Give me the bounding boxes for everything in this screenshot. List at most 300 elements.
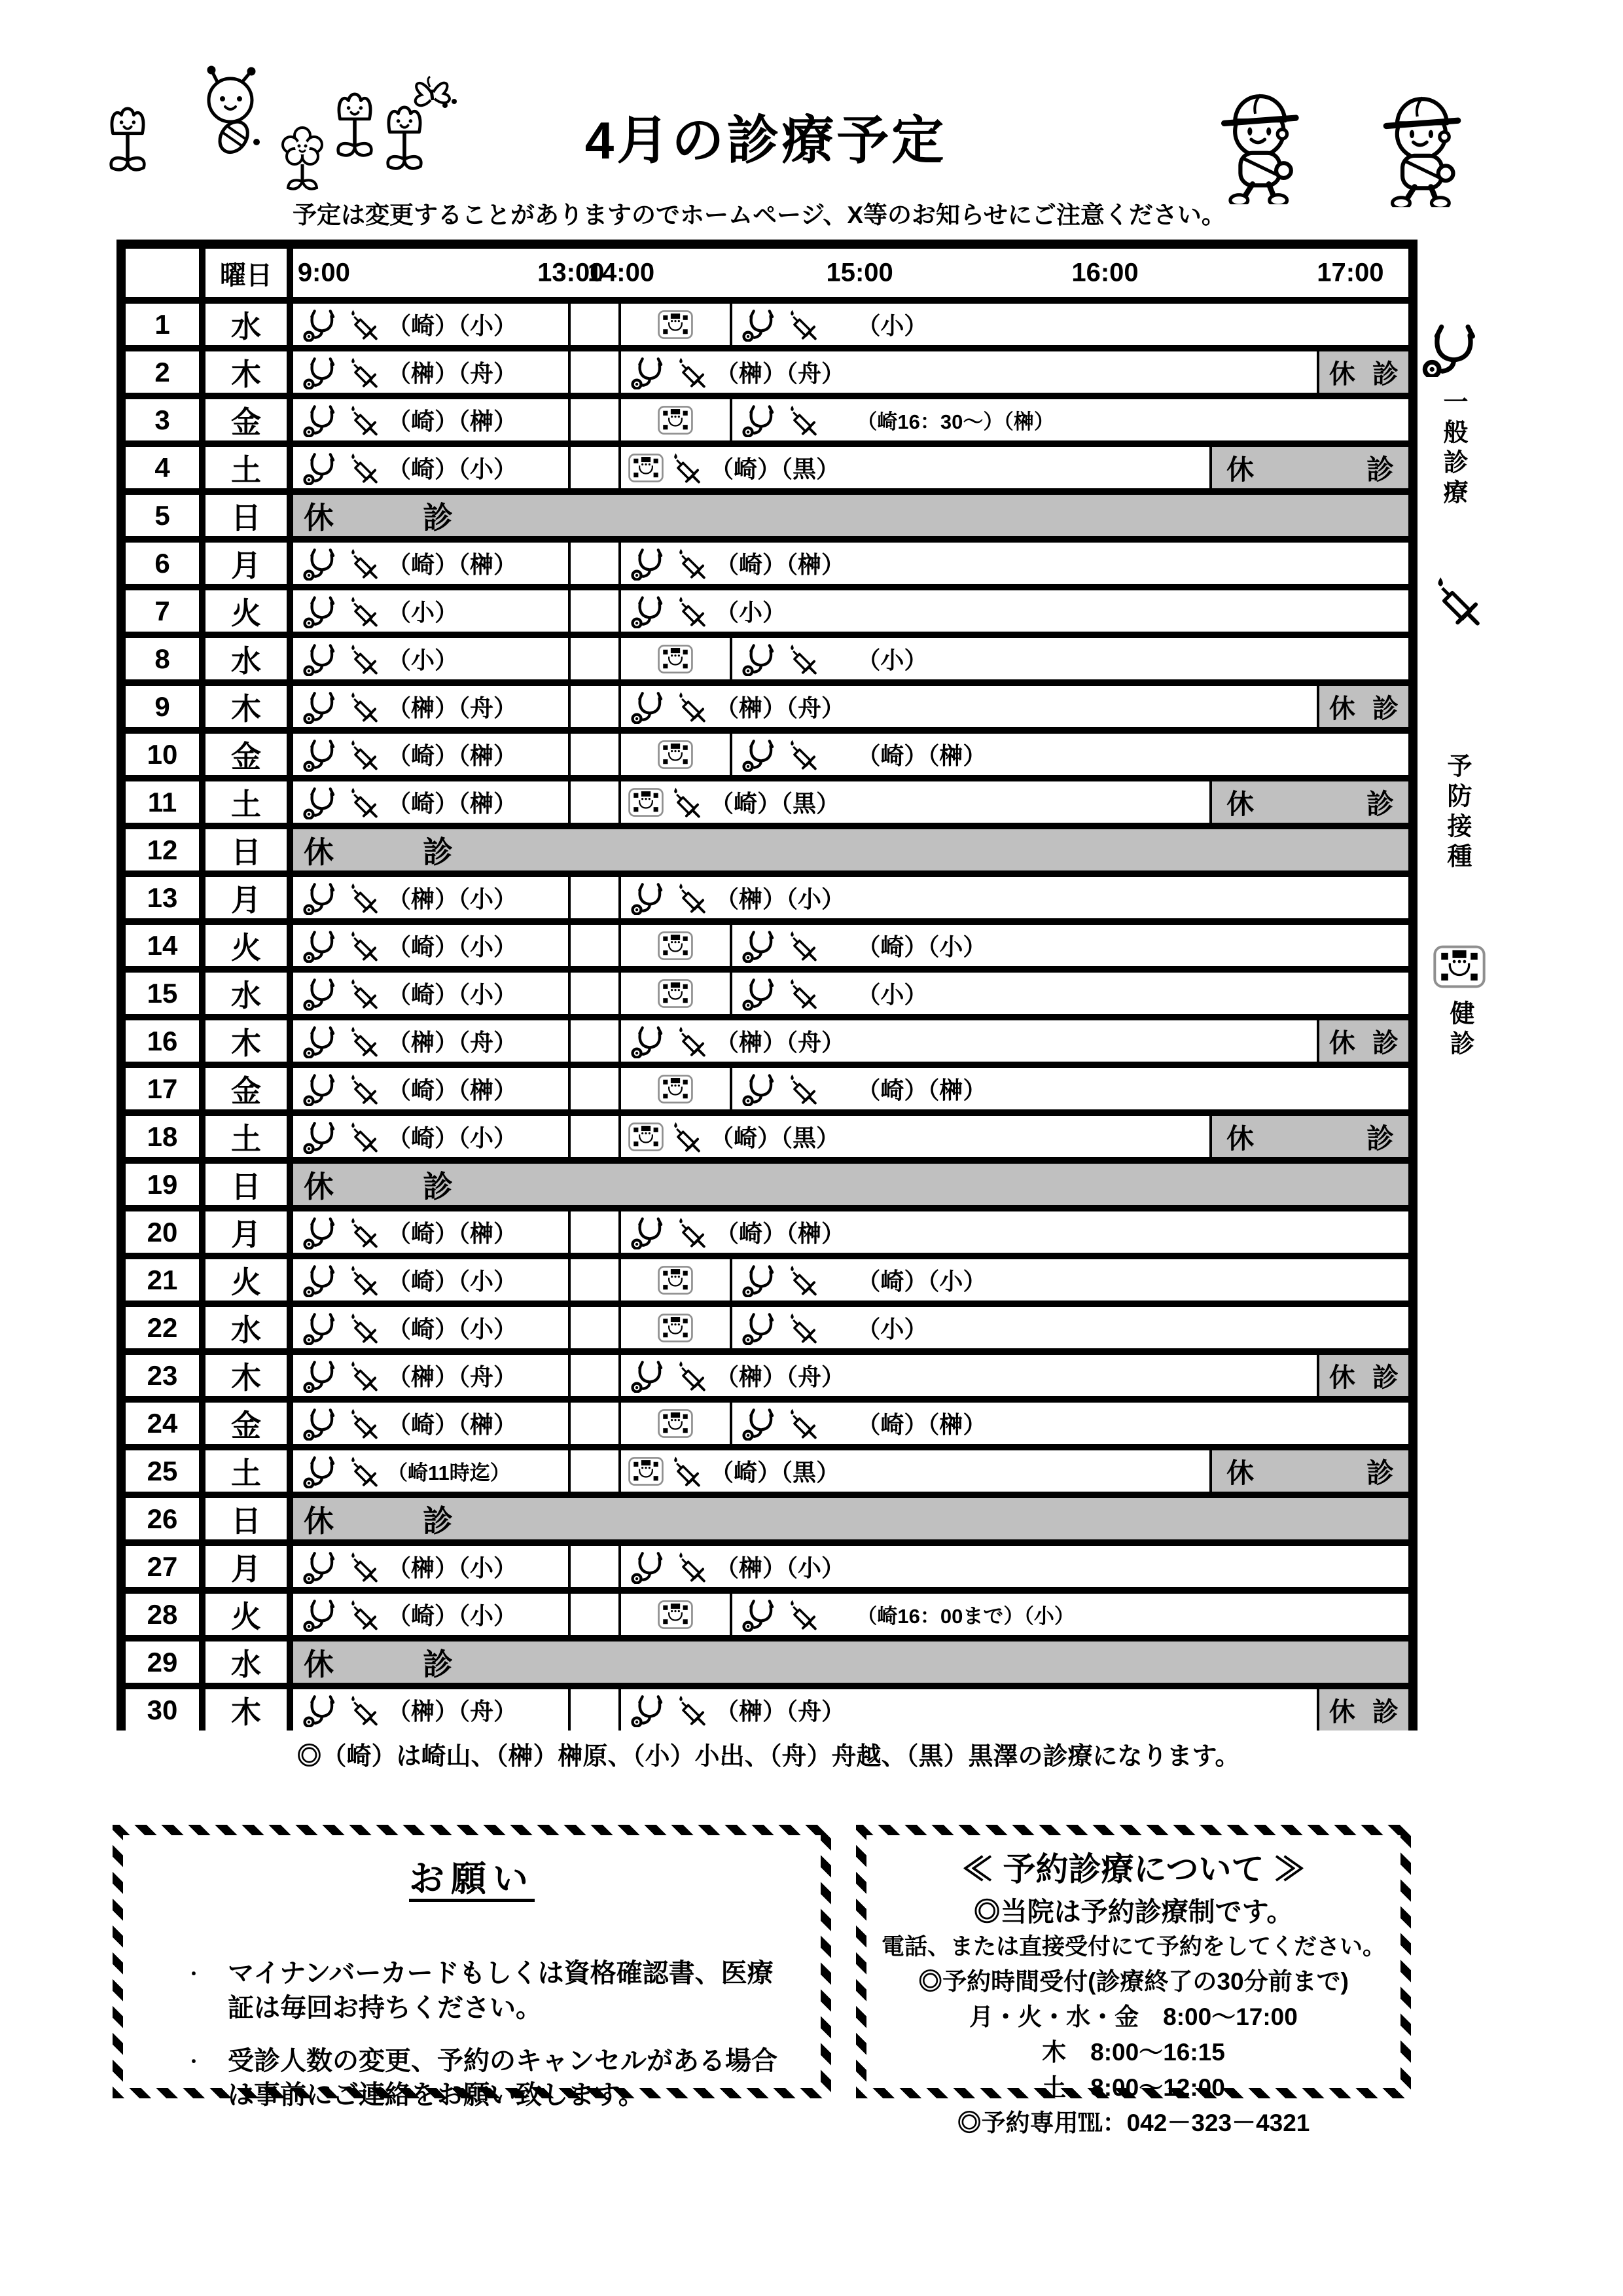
doctor-names: （崎）（榊） bbox=[387, 1077, 518, 1103]
day-number: 6 bbox=[126, 543, 205, 584]
baby-scale-icon bbox=[628, 452, 664, 484]
day-timeline bbox=[293, 1403, 1408, 1444]
weekday: 水 bbox=[205, 973, 293, 1014]
bullet-marker: ・ bbox=[185, 2051, 202, 2072]
time-label: 16:00 bbox=[1071, 258, 1139, 287]
day-number: 15 bbox=[126, 973, 205, 1014]
am-slot bbox=[293, 1594, 571, 1635]
legend-health-check-label: 健診 bbox=[1446, 1000, 1473, 1060]
schedule-row-21 bbox=[126, 1259, 1408, 1307]
closed-label-shin: 診 bbox=[1366, 788, 1394, 819]
schedule-row-15 bbox=[126, 973, 1408, 1020]
corner-cell bbox=[126, 249, 205, 297]
day-number: 14 bbox=[126, 925, 205, 966]
pm-slot bbox=[732, 925, 1408, 966]
lunch-gap bbox=[571, 1355, 621, 1396]
day-timeline bbox=[293, 638, 1408, 679]
doctor-names: （崎）（小） bbox=[387, 933, 518, 960]
schedule-row-13 bbox=[126, 877, 1408, 925]
health-check-slot bbox=[621, 1259, 732, 1300]
lunch-gap bbox=[571, 1450, 621, 1492]
stethoscope-icon bbox=[301, 1215, 342, 1249]
stethoscope-icon bbox=[301, 1311, 342, 1345]
legend-vaccination-label: 予防接種 bbox=[1443, 753, 1471, 873]
syringe-icon bbox=[785, 977, 820, 1010]
weekday: 木 bbox=[205, 1020, 293, 1062]
schedule-row-24 bbox=[126, 1403, 1408, 1450]
closed-late-afternoon bbox=[1212, 781, 1408, 823]
stethoscope-icon bbox=[740, 1072, 781, 1106]
schedule-row-1 bbox=[126, 304, 1408, 351]
stethoscope-icon bbox=[301, 1550, 342, 1584]
day-timeline bbox=[293, 1116, 1408, 1157]
closed-label-kyu: 休 bbox=[1226, 454, 1255, 485]
lunch-gap bbox=[571, 1546, 621, 1587]
closed-label-kyu: 休 bbox=[1329, 1029, 1355, 1058]
health-check-slot bbox=[621, 1403, 732, 1444]
lunch-gap bbox=[571, 1116, 621, 1157]
day-timeline bbox=[293, 543, 1408, 584]
syringe-icon bbox=[785, 1598, 820, 1631]
bullet-text: マイナンバーカードもしくは資格確認書、医療証は毎回お持ちください。 bbox=[228, 1959, 774, 2022]
am-slot bbox=[293, 1355, 571, 1396]
weekday: 日 bbox=[205, 829, 293, 870]
syringe-icon bbox=[346, 1359, 381, 1392]
syringe-icon bbox=[346, 452, 381, 484]
day-timeline bbox=[293, 351, 1408, 393]
doctor-names: （崎）（榊） bbox=[857, 1411, 987, 1438]
day-number: 25 bbox=[126, 1450, 205, 1492]
reservation-box-title: ≪ 予約診療について ≫ bbox=[961, 1851, 1306, 1888]
day-timeline bbox=[293, 1020, 1408, 1062]
day-number: 7 bbox=[126, 590, 205, 632]
reservation-line: ◎予約専用℡：042－323－4321 bbox=[957, 2109, 1310, 2136]
schedule-row-3 bbox=[126, 399, 1408, 447]
closed-late-afternoon bbox=[1212, 1116, 1408, 1157]
baby-scale-icon bbox=[657, 404, 694, 437]
lunch-gap bbox=[571, 1068, 621, 1109]
time-axis bbox=[293, 249, 1408, 297]
health-check-slot bbox=[621, 399, 732, 440]
stethoscope-icon bbox=[301, 1454, 342, 1488]
health-check-slot bbox=[621, 1307, 732, 1348]
schedule-row-18 bbox=[126, 1116, 1408, 1164]
time-label: 17:00 bbox=[1317, 258, 1384, 287]
syringe-icon bbox=[346, 1312, 381, 1344]
health-check-slot bbox=[621, 1594, 732, 1635]
closed-label-kyu: 休 bbox=[1329, 1363, 1355, 1392]
doctor-names: （崎11時迄） bbox=[387, 1462, 510, 1484]
doctor-names: （崎）（小） bbox=[387, 1268, 518, 1295]
closed-label-kyu: 休 bbox=[304, 1503, 334, 1538]
reservation-line: ◎当院は予約診療制です。 bbox=[973, 1897, 1294, 1927]
lunch-gap bbox=[571, 1689, 621, 1731]
day-timeline bbox=[293, 1259, 1408, 1300]
syringe-icon bbox=[346, 404, 381, 437]
day-timeline bbox=[293, 590, 1408, 632]
stethoscope-icon bbox=[301, 929, 342, 963]
doctor-names: （崎）（榊） bbox=[387, 1411, 518, 1438]
closed-evening bbox=[1319, 686, 1408, 727]
stethoscope-icon bbox=[301, 977, 342, 1011]
time-label: 13:00 bbox=[537, 258, 605, 287]
day-number: 3 bbox=[126, 399, 205, 440]
stethoscope-icon bbox=[629, 881, 669, 915]
day-number: 2 bbox=[126, 351, 205, 393]
schedule-row-4 bbox=[126, 447, 1408, 495]
doctor-names: （崎）（小） bbox=[387, 456, 518, 482]
stethoscope-icon bbox=[740, 642, 781, 676]
doctor-names: （崎）（黒） bbox=[709, 1124, 840, 1151]
syringe-icon bbox=[346, 977, 381, 1010]
weekday: 金 bbox=[205, 734, 293, 775]
day-timeline bbox=[293, 1450, 1408, 1492]
health-check-slot bbox=[621, 1068, 732, 1109]
day-number: 12 bbox=[126, 829, 205, 870]
syringe-icon bbox=[673, 1551, 709, 1583]
stethoscope-icon bbox=[740, 977, 781, 1011]
page-title: 4月の診療予定 bbox=[584, 111, 947, 170]
lunch-gap bbox=[571, 925, 621, 966]
doctor-names: （榊）（小） bbox=[715, 1554, 845, 1581]
syringe-icon bbox=[346, 929, 381, 962]
day-number: 24 bbox=[126, 1403, 205, 1444]
stethoscope-icon bbox=[301, 785, 342, 819]
syringe-icon bbox=[346, 643, 381, 675]
doctor-names: （榊）（舟） bbox=[715, 694, 845, 721]
pm-slot bbox=[621, 447, 1212, 488]
am-slot bbox=[293, 877, 571, 918]
day-number: 13 bbox=[126, 877, 205, 918]
schedule-row-28 bbox=[126, 1594, 1408, 1641]
closed-label-kyu: 休 bbox=[1329, 694, 1355, 723]
doctor-names: （崎）（小） bbox=[387, 1124, 518, 1151]
health-check-slot bbox=[621, 638, 732, 679]
closed-label-kyu: 休 bbox=[1329, 360, 1355, 389]
lunch-gap bbox=[571, 1259, 621, 1300]
reservation-box bbox=[856, 1825, 1411, 2136]
doctor-names: （崎）（小） bbox=[387, 981, 518, 1008]
weekday: 土 bbox=[205, 781, 293, 823]
stethoscope-icon bbox=[301, 547, 342, 581]
day-number: 27 bbox=[126, 1546, 205, 1587]
closed-evening bbox=[1319, 1689, 1408, 1731]
stethoscope-icon bbox=[740, 403, 781, 437]
am-slot bbox=[293, 1116, 571, 1157]
syringe-icon bbox=[785, 404, 820, 437]
stethoscope-icon bbox=[629, 547, 669, 581]
closed-all-day bbox=[293, 1164, 1408, 1205]
syringe-icon bbox=[346, 882, 381, 914]
doctor-names: （崎）（榊） bbox=[387, 551, 518, 578]
lunch-gap bbox=[571, 1307, 621, 1348]
day-timeline bbox=[293, 781, 1408, 823]
syringe-icon bbox=[346, 1694, 381, 1727]
stethoscope-icon bbox=[301, 690, 342, 724]
syringe-icon bbox=[668, 786, 704, 819]
closed-label-shin: 診 bbox=[423, 1169, 453, 1204]
weekday: 火 bbox=[205, 1259, 293, 1300]
syringe-icon bbox=[673, 1025, 709, 1058]
day-timeline bbox=[293, 1689, 1408, 1731]
reservation-line: 土 8:00～12:00 bbox=[1042, 2074, 1225, 2101]
syringe-icon bbox=[668, 1121, 704, 1153]
stethoscope-icon bbox=[629, 690, 669, 724]
butterfly bbox=[416, 77, 457, 108]
schedule-row-9 bbox=[126, 686, 1408, 734]
pm-slot bbox=[621, 1020, 1319, 1062]
stethoscope-icon bbox=[301, 355, 342, 389]
day-timeline bbox=[293, 304, 1408, 345]
baby-scale-icon bbox=[657, 977, 694, 1010]
health-check-slot bbox=[621, 925, 732, 966]
schedule-row-16 bbox=[126, 1020, 1408, 1068]
am-slot bbox=[293, 543, 571, 584]
doctor-names: （崎）（小） bbox=[387, 1602, 518, 1629]
closed-label-shin: 診 bbox=[1372, 694, 1399, 723]
am-slot bbox=[293, 590, 571, 632]
stethoscope-icon bbox=[629, 1359, 669, 1393]
pm-slot bbox=[621, 1211, 1408, 1253]
pm-slot bbox=[621, 1546, 1408, 1587]
day-timeline bbox=[293, 399, 1408, 440]
lunch-gap bbox=[571, 686, 621, 727]
closed-label-shin: 診 bbox=[1372, 1029, 1399, 1058]
weekday: 月 bbox=[205, 1546, 293, 1587]
closed-label-kyu: 休 bbox=[304, 500, 334, 535]
closed-late-afternoon bbox=[1212, 1450, 1408, 1492]
stethoscope-icon bbox=[629, 1024, 669, 1058]
doctor-names: （崎）（黒） bbox=[709, 1459, 840, 1486]
schedule-row-22 bbox=[126, 1307, 1408, 1355]
schedule-row-2 bbox=[126, 351, 1408, 399]
reservation-line: 木 8:00～16:15 bbox=[1042, 2039, 1225, 2066]
day-timeline bbox=[293, 1068, 1408, 1109]
legend-vaccination bbox=[1418, 575, 1496, 873]
doctor-names: （小） bbox=[387, 599, 459, 626]
doctor-names: （榊）（舟） bbox=[387, 1698, 518, 1725]
lunch-gap bbox=[571, 1211, 621, 1253]
request-bullet bbox=[160, 1956, 784, 2026]
stethoscope-icon bbox=[301, 1359, 342, 1393]
baby-scale-icon bbox=[657, 1264, 694, 1297]
doctor-names: （崎）（小） bbox=[387, 1316, 518, 1342]
day-number: 21 bbox=[126, 1259, 205, 1300]
schedule-header-row bbox=[126, 249, 1408, 304]
doctor-names: （小） bbox=[387, 647, 459, 673]
closed-label-shin: 診 bbox=[423, 1647, 453, 1681]
syringe-icon bbox=[668, 452, 704, 484]
reservation-line: ◎予約時間受付(診療終了の30分前まで) bbox=[918, 1968, 1349, 1995]
closed-label-shin: 診 bbox=[1366, 454, 1394, 485]
syringe-icon bbox=[673, 1359, 709, 1392]
am-slot bbox=[293, 1020, 571, 1062]
doctor-names: （榊）（舟） bbox=[715, 1029, 845, 1056]
time-label: 9:00 bbox=[297, 258, 350, 287]
weekday: 水 bbox=[205, 1307, 293, 1348]
closed-label-kyu: 休 bbox=[1226, 1122, 1255, 1154]
doctor-names: （崎16：30～）（榊） bbox=[857, 410, 1054, 433]
doctor-names: （崎）（榊） bbox=[715, 1220, 845, 1247]
weekday: 土 bbox=[205, 447, 293, 488]
baby-scale-icon bbox=[657, 308, 694, 341]
day-number: 26 bbox=[126, 1498, 205, 1539]
legend-general-care-label: 一般診療 bbox=[1439, 389, 1467, 509]
day-timeline bbox=[293, 1211, 1408, 1253]
pm-slot bbox=[732, 304, 1408, 345]
syringe-icon bbox=[346, 1073, 381, 1105]
am-slot bbox=[293, 973, 571, 1014]
am-slot bbox=[293, 1211, 571, 1253]
doctor-names: （小） bbox=[857, 981, 928, 1008]
stethoscope-icon bbox=[629, 355, 669, 389]
closed-label-shin: 診 bbox=[1372, 360, 1399, 389]
closed-evening bbox=[1319, 1020, 1408, 1062]
schedule-row-6 bbox=[126, 543, 1408, 590]
weekday: 木 bbox=[205, 351, 293, 393]
pm-slot bbox=[621, 781, 1212, 823]
am-slot bbox=[293, 1689, 571, 1731]
schedule-row-20 bbox=[126, 1211, 1408, 1259]
lunch-gap bbox=[571, 447, 621, 488]
day-timeline bbox=[293, 1546, 1408, 1587]
baby-scale-icon bbox=[657, 1407, 694, 1440]
health-check-slot bbox=[621, 734, 732, 775]
schedule-row-11 bbox=[126, 781, 1408, 829]
reservation-line: 電話、または直接受付にて予約をしてください。 bbox=[881, 1934, 1385, 1960]
doctor-names: （崎）（榊） bbox=[387, 790, 518, 817]
am-slot bbox=[293, 447, 571, 488]
weekday: 水 bbox=[205, 638, 293, 679]
closed-label-shin: 診 bbox=[423, 834, 453, 869]
lunch-gap bbox=[571, 638, 621, 679]
doctor-names: （崎）（榊） bbox=[387, 742, 518, 769]
syringe-icon bbox=[785, 1312, 820, 1344]
doctor-names: （小） bbox=[857, 312, 928, 339]
flower-face bbox=[283, 128, 322, 189]
syringe-icon bbox=[673, 882, 709, 914]
syringe-icon bbox=[668, 1455, 704, 1488]
am-slot bbox=[293, 781, 571, 823]
closed-late-afternoon bbox=[1212, 447, 1408, 488]
weekday: 日 bbox=[205, 1164, 293, 1205]
time-label: 15:00 bbox=[826, 258, 893, 287]
doctor-names: （崎）（黒） bbox=[709, 790, 840, 817]
closed-label-kyu: 休 bbox=[1329, 1698, 1355, 1727]
day-timeline bbox=[293, 495, 1408, 536]
day-timeline bbox=[293, 1498, 1408, 1539]
day-timeline bbox=[293, 973, 1408, 1014]
day-number: 22 bbox=[126, 1307, 205, 1348]
syringe-icon bbox=[346, 1455, 381, 1488]
pm-slot bbox=[732, 399, 1408, 440]
am-slot bbox=[293, 734, 571, 775]
stethoscope-icon bbox=[301, 1024, 342, 1058]
doctor-names: （榊）（小） bbox=[387, 886, 518, 912]
day-timeline bbox=[293, 686, 1408, 727]
syringe-icon bbox=[346, 308, 381, 341]
bullet-text: 受診人数の変更、予約のキャンセルがある場合は事前にご連絡をお願い致します。 bbox=[228, 2046, 777, 2110]
doctor-names: （小） bbox=[715, 599, 786, 626]
pm-slot bbox=[732, 1068, 1408, 1109]
baby-scale-icon bbox=[657, 1598, 694, 1631]
schedule-row-27 bbox=[126, 1546, 1408, 1594]
pm-slot bbox=[732, 1307, 1408, 1348]
syringe-icon bbox=[673, 356, 709, 389]
am-slot bbox=[293, 1450, 571, 1492]
am-slot bbox=[293, 351, 571, 393]
doctor-names: （榊）（小） bbox=[715, 886, 845, 912]
day-timeline bbox=[293, 829, 1408, 870]
closed-label-kyu: 休 bbox=[304, 1169, 334, 1204]
baby-scale-icon bbox=[628, 1121, 664, 1153]
weekday: 日 bbox=[205, 495, 293, 536]
stethoscope-icon bbox=[1419, 322, 1487, 377]
weekday: 水 bbox=[205, 1641, 293, 1683]
stethoscope-icon bbox=[740, 1263, 781, 1297]
syringe-icon bbox=[785, 1073, 820, 1105]
doctor-names: （榊）（舟） bbox=[715, 1698, 845, 1725]
schedule-row-17 bbox=[126, 1068, 1408, 1116]
stethoscope-icon bbox=[740, 929, 781, 963]
doctor-names: （崎）（榊） bbox=[387, 1220, 518, 1247]
lunch-gap bbox=[571, 1020, 621, 1062]
schedule-row-23 bbox=[126, 1355, 1408, 1403]
day-number: 19 bbox=[126, 1164, 205, 1205]
weekday: 木 bbox=[205, 1355, 293, 1396]
stethoscope-icon bbox=[301, 451, 342, 485]
day-number: 16 bbox=[126, 1020, 205, 1062]
time-label: 14:00 bbox=[587, 258, 655, 287]
syringe-icon bbox=[346, 1264, 381, 1297]
stethoscope-icon bbox=[301, 642, 342, 676]
stethoscope-icon bbox=[740, 738, 781, 772]
reservation-lines bbox=[876, 1890, 1391, 2138]
day-number: 4 bbox=[126, 447, 205, 488]
stethoscope-icon bbox=[629, 594, 669, 628]
doctor-names: （榊）（舟） bbox=[387, 1029, 518, 1056]
closed-label-shin: 診 bbox=[1372, 1698, 1399, 1727]
syringe-icon bbox=[346, 1598, 381, 1631]
syringe-icon bbox=[346, 595, 381, 628]
day-number: 8 bbox=[126, 638, 205, 679]
syringe-icon bbox=[673, 1694, 709, 1727]
closed-label-shin: 診 bbox=[1372, 1363, 1399, 1392]
pm-slot bbox=[732, 1403, 1408, 1444]
pm-slot bbox=[621, 590, 1408, 632]
closed-all-day bbox=[293, 495, 1408, 536]
stethoscope-icon bbox=[740, 308, 781, 342]
day-number: 17 bbox=[126, 1068, 205, 1109]
day-timeline bbox=[293, 1307, 1408, 1348]
stethoscope-icon bbox=[740, 1407, 781, 1441]
request-box-title: お願い bbox=[409, 1859, 535, 1899]
day-number: 29 bbox=[126, 1641, 205, 1683]
stethoscope-icon bbox=[301, 1120, 342, 1154]
syringe-icon bbox=[785, 1407, 820, 1440]
schedule-row-8 bbox=[126, 638, 1408, 686]
syringe-icon bbox=[346, 1121, 381, 1153]
doctor-names: （榊）（舟） bbox=[715, 1363, 845, 1390]
pm-slot bbox=[732, 638, 1408, 679]
stethoscope-icon bbox=[301, 1407, 342, 1441]
doctor-names: （榊）（小） bbox=[387, 1554, 518, 1581]
day-number: 28 bbox=[126, 1594, 205, 1635]
lunch-gap bbox=[571, 781, 621, 823]
stethoscope-icon bbox=[301, 1263, 342, 1297]
weekday: 月 bbox=[205, 877, 293, 918]
lunch-gap bbox=[571, 973, 621, 1014]
